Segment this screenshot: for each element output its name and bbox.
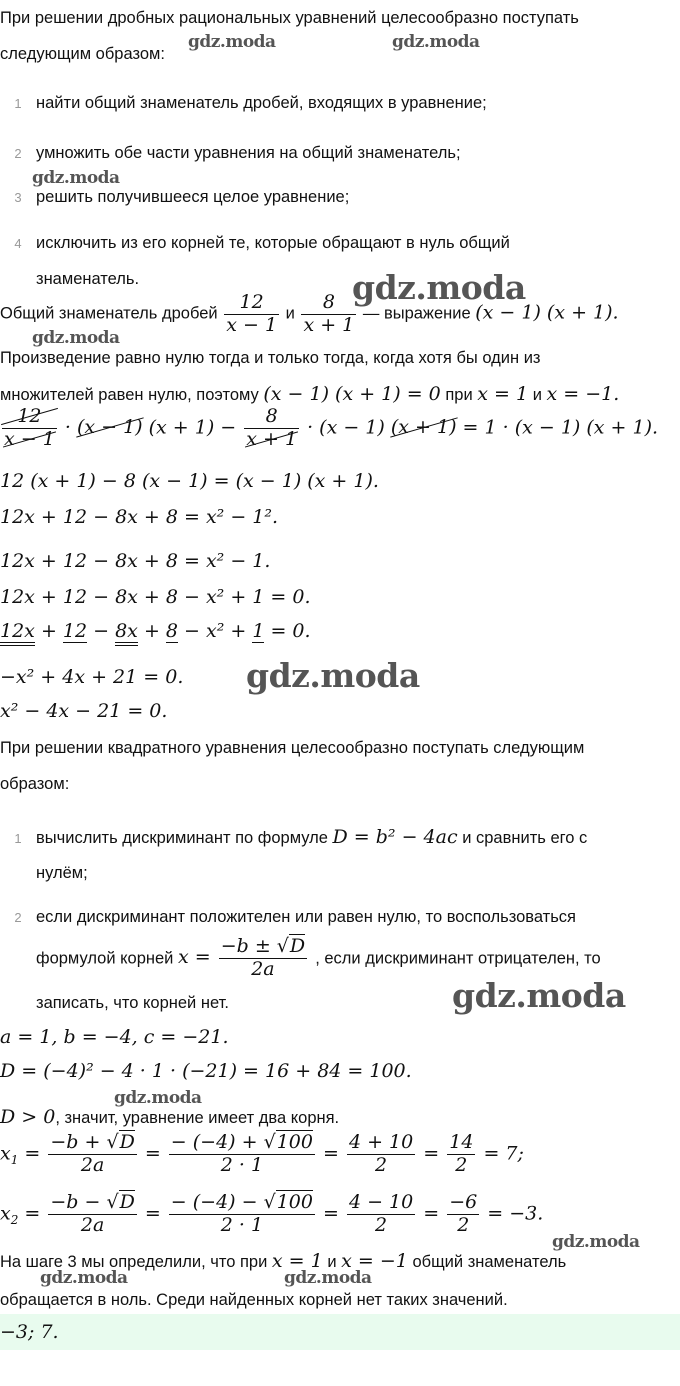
watermark: gdz.moda bbox=[352, 268, 526, 307]
discriminant: D = (−4)² − 4 · 1 · (−21) = 16 + 84 = 100. bbox=[0, 1060, 412, 1082]
root-x2: $x_2$ = $\frac{-b - √D}{2a}$ = $\frac{- (-4) - √100}{2 \cdot 1}$ = $\frac{4 - 10}{2}$ = $\frac{-6}{2}$ = −3. bbox=[0, 1191, 544, 1236]
list-item-continuation: формулой корней x = $\frac{-b \pm √D}{2a}$ , если дискриминант отрицателен, то bbox=[36, 935, 601, 980]
watermark: gdz.moda bbox=[114, 1088, 202, 1108]
conclusion-line-2: обращается в ноль. Среди найденных корней нет таких значений. bbox=[0, 1291, 508, 1309]
common-denominator-line: Общий знаменатель дробей $\frac{12}{x - 1}$ и $\frac{8}{x + 1}$ — выражение (x − 1) (x + 1). bbox=[0, 291, 619, 336]
zero-product-line-2: множителей равен нулю, поэтому (x − 1) (x + 1) = 0 при x = 1 и x = −1. bbox=[0, 383, 620, 405]
equation-underlined: 12x + 12 − 8x + 8 − x² + 1 = 0. bbox=[0, 620, 311, 642]
answer-text: −3; 7. bbox=[0, 1321, 59, 1343]
list-item: 3 решить получившееся целое уравнение; bbox=[14, 188, 350, 206]
list-item-continuation: нулём; bbox=[36, 864, 88, 882]
equation-simplified-1: 12x + 12 − 8x + 8 = x² − 1². bbox=[0, 506, 279, 528]
equation-simplified-2: 12x + 12 − 8x + 8 = x² − 1. bbox=[0, 550, 271, 572]
intro-line-2: следующим образом: bbox=[0, 45, 165, 63]
watermark: gdz.moda bbox=[284, 1268, 372, 1288]
watermark: gdz.moda bbox=[452, 976, 626, 1015]
root-x1: $x_1$ = $\frac{-b + √D}{2a}$ = $\frac{- (-4) + √100}{2 \cdot 1}$ = $\frac{4 + 10}{2}$ = $\frac{14}{2}$ = 7; bbox=[0, 1131, 524, 1176]
watermark: gdz.moda bbox=[32, 328, 120, 348]
equation-collected: −x² + 4x + 21 = 0. bbox=[0, 666, 184, 688]
equation-expanded: 12 (x + 1) − 8 (x − 1) = (x − 1) (x + 1). bbox=[0, 470, 379, 492]
watermark: gdz.moda bbox=[552, 1232, 640, 1252]
watermark: gdz.moda bbox=[32, 168, 120, 188]
watermark: gdz.moda bbox=[40, 1268, 128, 1288]
equation-normalized: x² − 4x − 21 = 0. bbox=[0, 700, 168, 722]
watermark: gdz.moda bbox=[246, 656, 420, 695]
conclusion-line-1: На шаге 3 мы определили, что при x = 1 и x = −1 общий знаменатель bbox=[0, 1250, 567, 1272]
watermark: gdz.moda bbox=[392, 32, 480, 52]
equation-moved: 12x + 12 − 8x + 8 − x² + 1 = 0. bbox=[0, 586, 311, 608]
list-item: 2 умножить обе части уравнения на общий знаменатель; bbox=[14, 144, 461, 162]
intro-line-1: При решении дробных рациональных уравнений целесообразно поступать bbox=[0, 9, 579, 27]
list-item: 2 если дискриминант положителен или равен нулю, то воспользоваться bbox=[14, 908, 576, 926]
answer-box bbox=[0, 1314, 680, 1350]
list-item-continuation: знаменатель. bbox=[36, 270, 140, 288]
list-item-continuation: записать, что корней нет. bbox=[36, 994, 229, 1012]
discriminant-positive: D > 0, значит, уравнение имеет два корня. bbox=[0, 1106, 340, 1128]
quadratic-intro-line-2: образом: bbox=[0, 775, 70, 793]
quadratic-intro-line-1: При решении квадратного уравнения целесообразно поступать следующим bbox=[0, 739, 585, 757]
list-item: 1 найти общий знаменатель дробей, входящих в уравнение; bbox=[14, 94, 487, 112]
equation-multiplied: $\frac{12}{x - 1}$ · (x − 1) (x + 1) − $\frac{8}{x + 1}$ · (x − 1) (x + 1) = 1 · (x − 1) (x + 1). bbox=[4, 405, 659, 450]
list-item: 1 вычислить дискриминант по формуле D = b² − 4ac и сравнить его с bbox=[14, 826, 588, 848]
list-item: 4 исключить из его корней те, которые обращают в нуль общий bbox=[14, 234, 510, 252]
watermark: gdz.moda bbox=[188, 32, 276, 52]
coefficients: a = 1, b = −4, c = −21. bbox=[0, 1026, 229, 1048]
zero-product-line-1: Произведение равно нулю тогда и только тогда, когда хотя бы один из bbox=[0, 349, 541, 367]
